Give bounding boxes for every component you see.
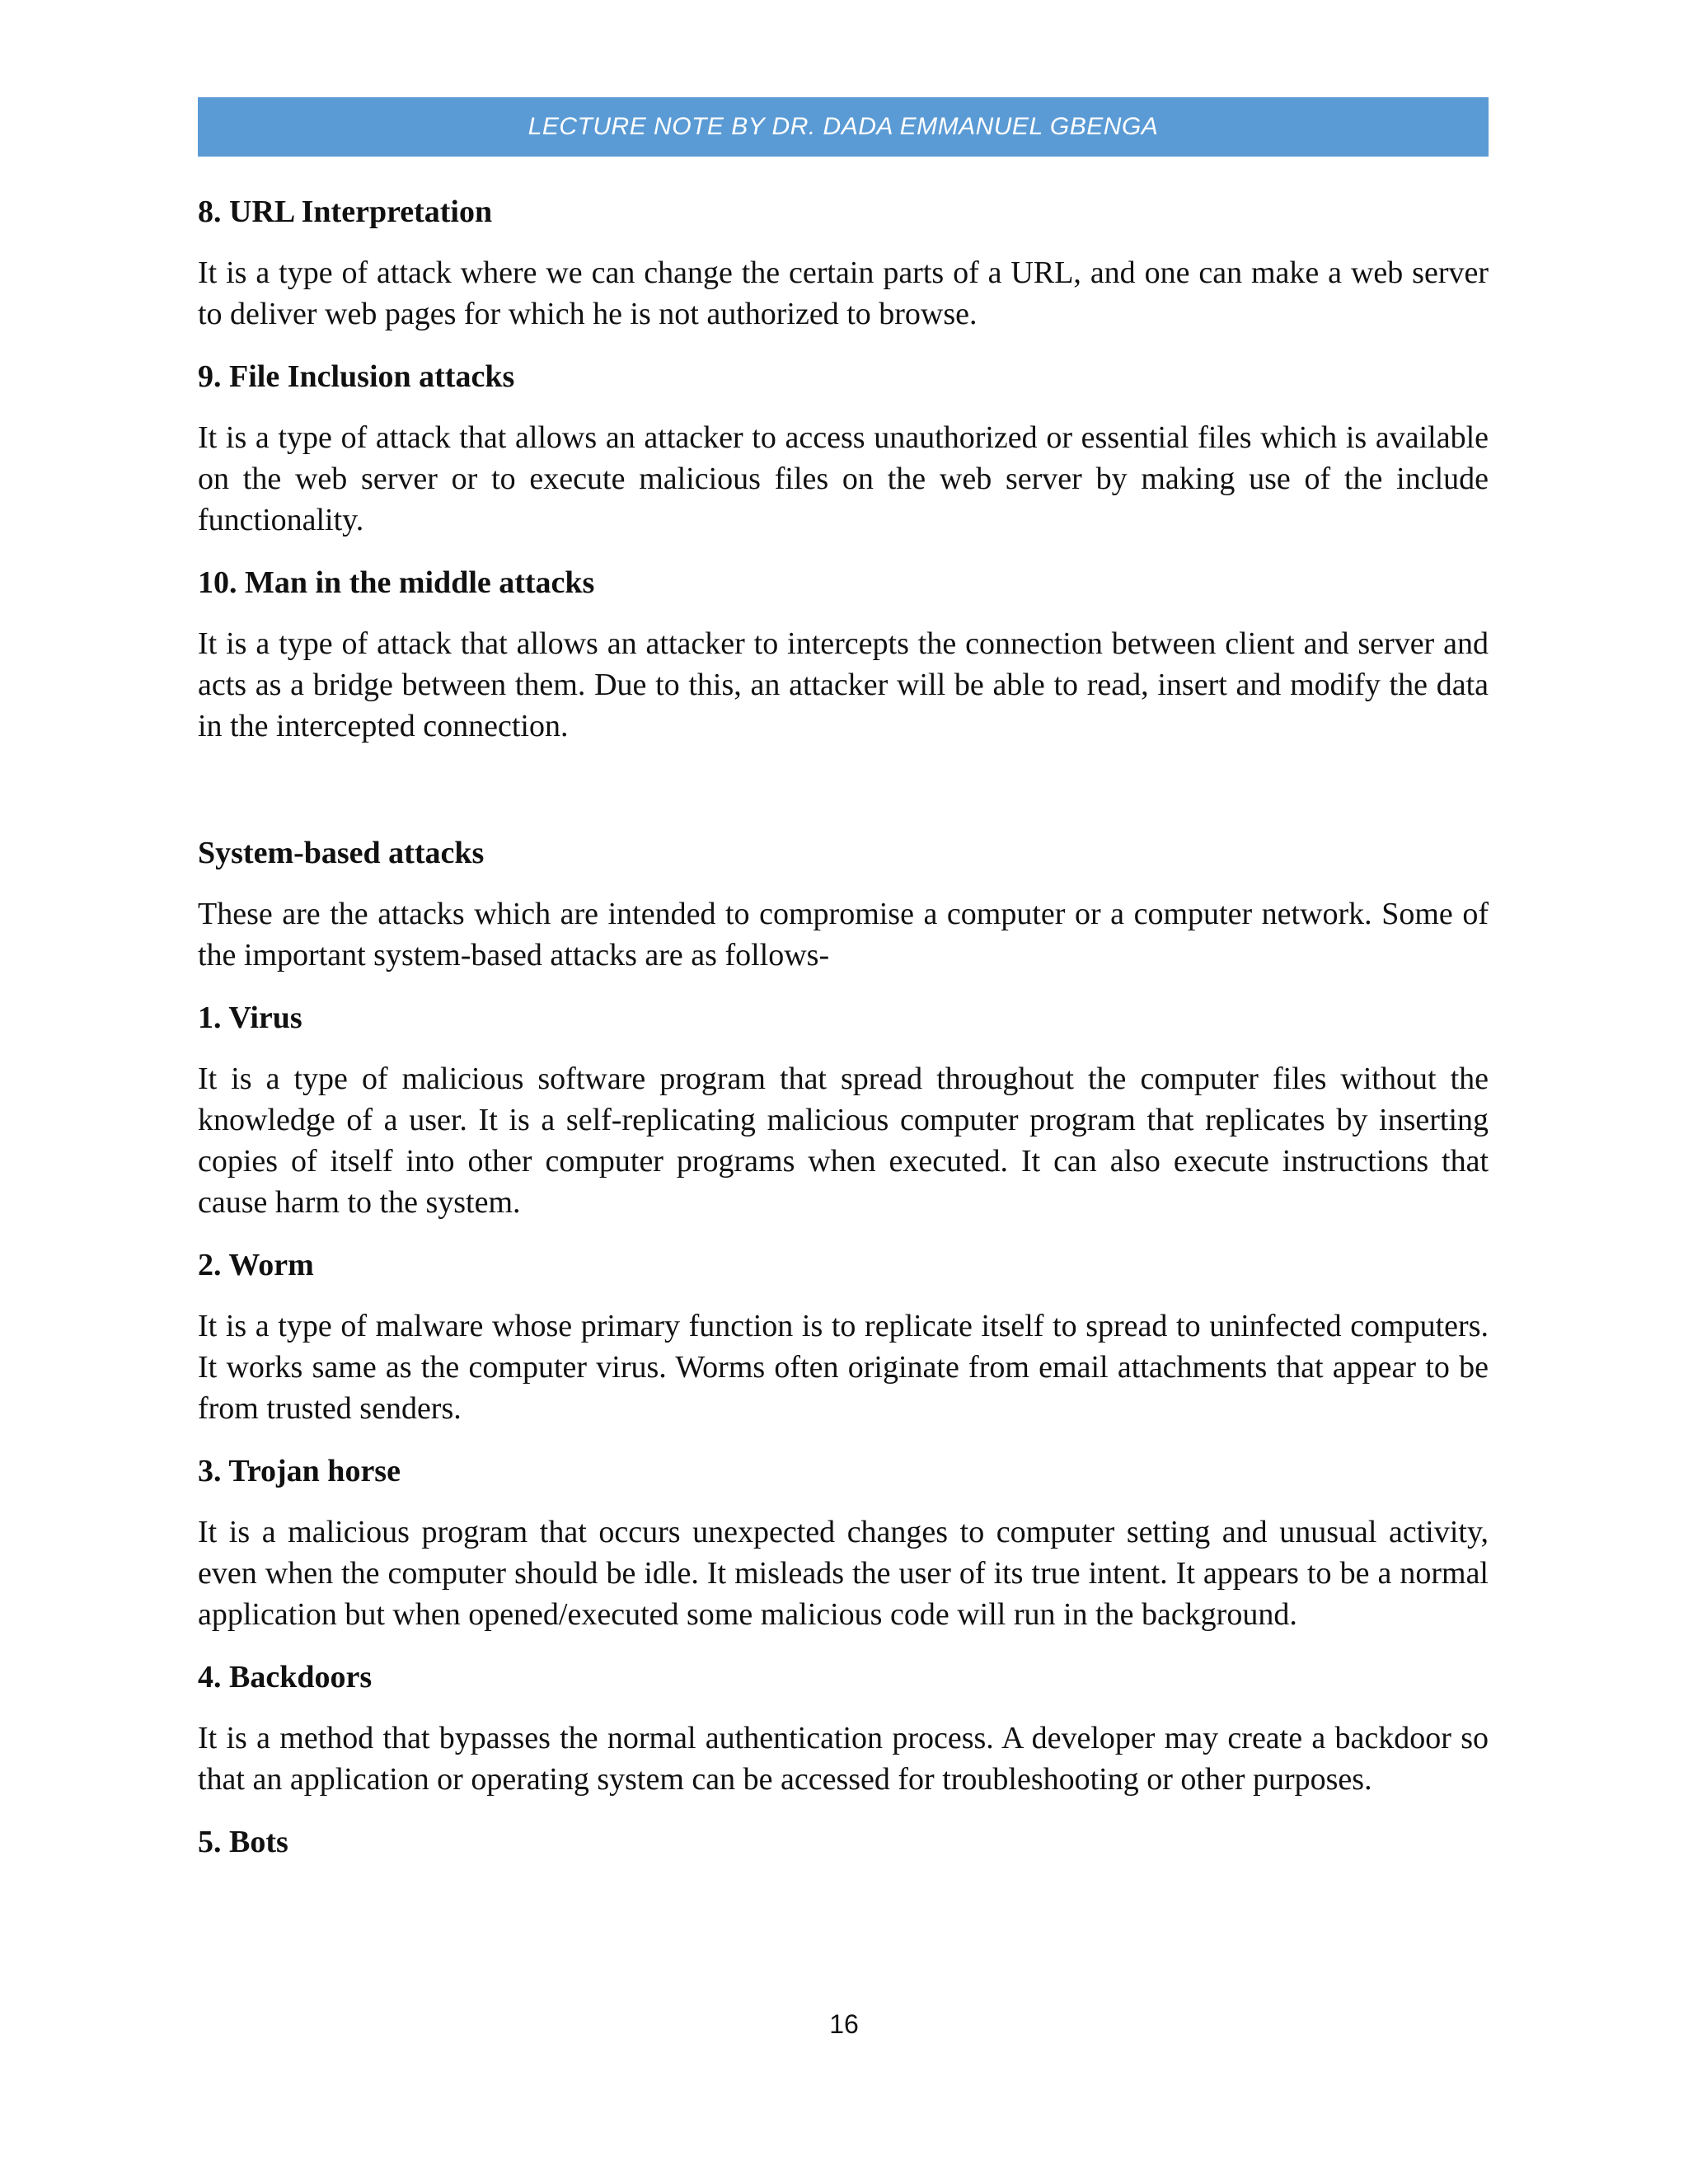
section-backdoors [198,1657,1489,1800]
section-paragraph: It is a type of attack that allows an attacker to intercepts the connection between client and server and acts as a bridge between them. Due to this, an attacker will be able to read, insert and modify the data in the intercepted connection. [198,626,1489,743]
section-heading: System-based attacks [198,836,485,870]
section-paragraph: It is a type of malicious software program that spread throughout the computer files without the knowledge of a user. It is a self-replicating malicious computer program that replicates by inserting copies of itself into other computer programs when executed. It can also execute instructions that cause harm to the system. [198,1062,1489,1220]
section-file-inclusion [198,356,1489,541]
section-paragraph: It is a type of malware whose primary function is to replicate itself to spread to uninfected computers. It works same as the computer virus. Worms often originate from email attachments that appear to be from trusted senders. [198,1309,1489,1426]
section-trojan-horse [198,1451,1489,1635]
section-paragraph: These are the attacks which are intended to compromise a computer or a computer network. Some of the important system-based attacks are as follows- [198,897,1489,972]
section-heading: 9. File Inclusion attacks [198,359,515,394]
section-url-interpretation [198,191,1489,335]
page-header-banner [198,97,1489,157]
document-body [198,191,1489,1882]
section-spacer [198,768,1489,832]
section-worm [198,1244,1489,1429]
section-paragraph: It is a malicious program that occurs unexpected changes to computer setting and unusual activity, even when the computer should be idle. It misleads the user of its true intent. It appears to be a normal application but when opened/executed some malicious code will run in the background. [198,1515,1489,1632]
header-title: LECTURE NOTE BY DR. DADA EMMANUEL GBENGA [528,113,1159,140]
page-number: 16 [829,2009,859,2039]
section-system-based-attacks [198,832,1489,976]
section-heading: 8. URL Interpretation [198,194,493,229]
section-heading: 1. Virus [198,1001,302,1035]
section-bots [198,1821,1489,1863]
section-heading: 3. Trojan horse [198,1454,401,1488]
section-man-in-the-middle [198,562,1489,747]
section-paragraph: It is a type of attack that allows an attacker to access unauthorized or essential files which is available on the web server or to execute malicious files on the web server by making use of the include functionality. [198,420,1489,537]
section-heading: 10. Man in the middle attacks [198,565,595,600]
section-heading: 4. Backdoors [198,1660,373,1694]
section-virus [198,997,1489,1223]
section-paragraph: It is a method that bypasses the normal authentication process. A developer may create a backdoor so that an application or operating system can be accessed for troubleshooting or other purposes. [198,1721,1489,1797]
section-paragraph: It is a type of attack where we can change the certain parts of a URL, and one can make a web server to deliver web pages for which he is not authorized to browse. [198,255,1489,331]
section-heading: 5. Bots [198,1825,288,1859]
section-heading: 2. Worm [198,1248,314,1282]
